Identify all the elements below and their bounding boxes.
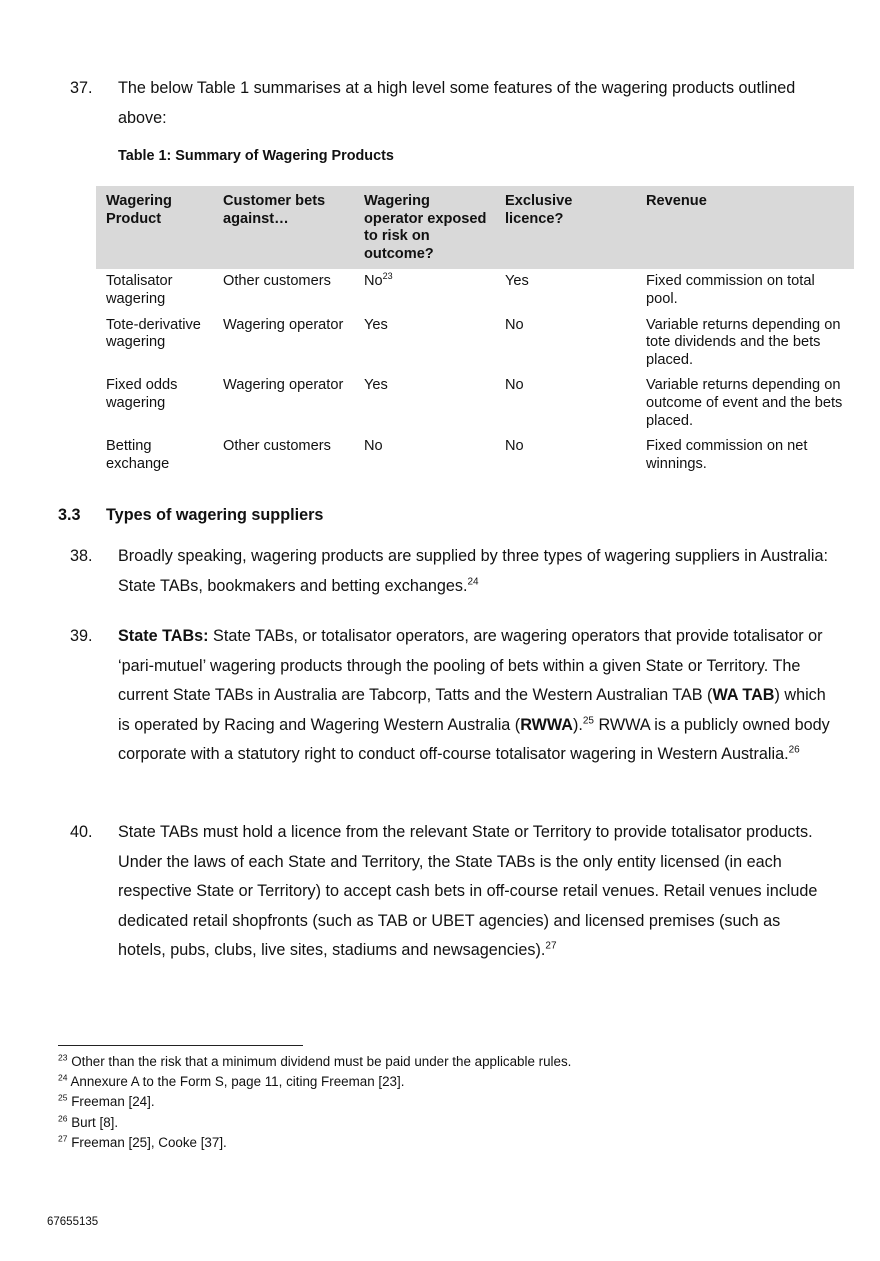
footnote-number: 25	[58, 1092, 68, 1103]
footnote-ref: 23	[382, 271, 393, 282]
text-run: Broadly speaking, wagering products are supplied by three types of wagering suppliers in Australia: State TABs, bookmakers and betting exchanges.	[118, 547, 828, 595]
defined-term-wa-tab: WA TAB	[712, 686, 775, 704]
document-id: 67655135	[47, 1216, 99, 1228]
footnote-ref: 26	[788, 744, 800, 756]
section-heading	[58, 506, 323, 525]
footnote-ref: 27	[545, 940, 557, 952]
table-row	[96, 434, 854, 477]
cell-product: Fixed odds wagering	[106, 377, 178, 411]
text-run: ).	[572, 715, 583, 734]
footnote-text: Freeman [24].	[71, 1094, 155, 1110]
footnote-number: 23	[58, 1052, 68, 1063]
cell-revenue: Fixed commission on net winnings.	[646, 438, 808, 472]
text-run: RWWA is a publicly owned body corporate with a statutory right to conduct off-course totalisator wagering in Western Australia.	[118, 715, 830, 763]
cell-product: Betting exchange	[106, 438, 170, 472]
table-row	[96, 373, 854, 434]
cell-product: Totalisator wagering	[106, 273, 173, 307]
footnote-text: Annexure A to the Form S, page 11, citing Freeman [23].	[70, 1074, 405, 1090]
footnote-separator	[58, 1045, 303, 1046]
paragraph-number: 40.	[70, 823, 93, 841]
defined-term-rwwa: RWWA	[520, 715, 573, 734]
cell-risk	[354, 269, 495, 312]
text-run: ) which is operated by Racing and Wagering Western Australia (	[118, 686, 826, 734]
risk-value: No	[364, 273, 383, 290]
paragraph-38	[70, 542, 830, 601]
paragraph-number: 38.	[70, 547, 93, 565]
footnote-text: Freeman [25], Cooke [37].	[71, 1134, 227, 1150]
footnote	[58, 1133, 571, 1153]
paragraph-text: The below Table 1 summarises at a high level some features of the wagering products outlined above:	[118, 79, 796, 127]
cell-exclusive: No	[505, 377, 524, 394]
table-row	[96, 269, 854, 312]
footnote-number: 24	[58, 1072, 68, 1083]
header-wagering-product: Wagering Product	[96, 186, 213, 269]
paragraph-37	[70, 74, 830, 133]
cell-against: Other customers	[223, 273, 331, 290]
lead-term: State TABs:	[118, 627, 209, 645]
section-number: 3.3	[58, 506, 81, 524]
cell-risk: Yes	[364, 316, 388, 333]
paragraph-text	[118, 622, 830, 770]
footnote-ref: 24	[467, 576, 479, 588]
paragraph-text	[118, 542, 830, 601]
cell-against: Other customers	[223, 438, 331, 455]
footnote-text: Other than the risk that a minimum dividend must be paid under the applicable rules.	[71, 1054, 572, 1069]
cell-risk: No	[364, 438, 383, 455]
text-run: State TABs, or totalisator operators, are wagering operators that provide totalisator or ‘pari-mutuel’ wagering products through the pooling of bets within a given State or Territory. The current State TABs in Australia are Tabcorp, Tatts and the Western Australian TAB (	[118, 627, 823, 704]
cell-against: Wagering operator	[223, 316, 344, 333]
cell-exclusive: No	[505, 438, 524, 455]
cell-revenue: Fixed commission on total pool.	[646, 273, 815, 307]
footnote	[58, 1072, 571, 1092]
section-title: Types of wagering suppliers	[106, 506, 324, 524]
footnote-ref: 25	[582, 715, 594, 727]
cell-revenue: Variable returns depending on tote dividends and the bets placed.	[646, 316, 841, 368]
cell-revenue: Variable returns depending on outcome of event and the bets placed.	[646, 377, 843, 429]
header-customer-bets: Customer bets against…	[213, 186, 354, 269]
footnote	[58, 1113, 571, 1133]
header-exclusive-licence: Exclusive licence?	[495, 186, 636, 269]
cell-risk: Yes	[364, 377, 388, 394]
table-caption: Table 1: Summary of Wagering Products	[118, 148, 394, 164]
header-operator-risk: Wagering operator exposed to risk on outcome?	[354, 186, 495, 269]
paragraph-text	[118, 818, 830, 966]
summary-table	[96, 186, 854, 477]
footnote	[58, 1052, 571, 1072]
footnote-text: Burt [8].	[71, 1114, 119, 1130]
table-row	[96, 313, 854, 374]
footnote-number: 26	[58, 1113, 68, 1124]
table-header-row	[96, 186, 854, 269]
paragraph-39	[70, 622, 830, 770]
paragraph-40	[70, 818, 830, 966]
cell-exclusive: No	[505, 316, 524, 333]
footnotes	[58, 1052, 571, 1153]
header-revenue: Revenue	[636, 186, 854, 269]
footnote	[58, 1092, 571, 1112]
cell-exclusive: Yes	[505, 273, 529, 290]
cell-against: Wagering operator	[223, 377, 344, 394]
paragraph-number: 37.	[70, 79, 93, 97]
text-run: State TABs must hold a licence from the relevant State or Territory to provide totalisator products. Under the laws of each State and Territory, the State TABs is the only entity licensed (in each respective State or Territory) to accept cash bets in off-course retail venues. Retail venues include dedicated retail shopfronts (such as TAB or UBET agencies) and licensed premises (such as hotels, pubs, clubs, live sites, stadiums and newsagencies).	[118, 823, 818, 959]
cell-product: Tote-derivative wagering	[106, 316, 201, 351]
paragraph-number: 39.	[70, 627, 93, 645]
footnote-number: 27	[58, 1133, 68, 1144]
